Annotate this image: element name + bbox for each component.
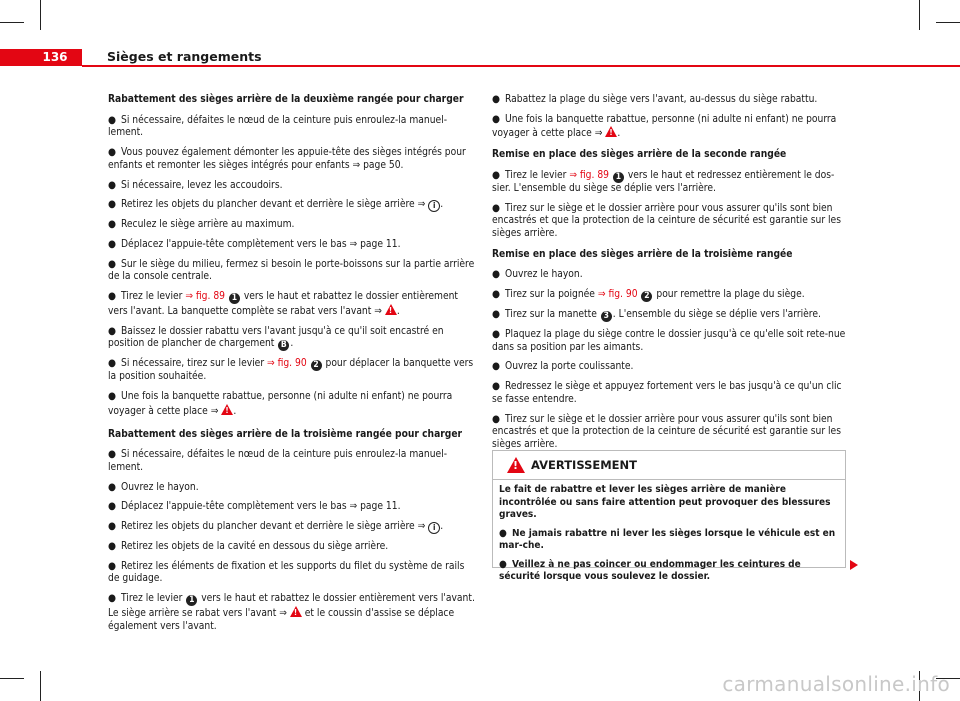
list-item: ● Si nécessaire, défaites le nœud de la ceinture puis enroulez-la manuel-lement.	[108, 449, 447, 473]
fig-link[interactable]: ⇒ fig. 90	[267, 358, 307, 370]
list-item: ● Tirez sur la manette 3 . L'ensemble du siège se déplie vers l'arrière.	[492, 309, 821, 322]
list-item: ● Reculez le siège arrière au maximum.	[108, 219, 295, 231]
list-item: ● Tirez sur le siège et le dossier arrière pour vous assurer qu'ils sont bien encastrés et que la protection de la ceinture de sécurité est garantie sur les sièges arrière.	[492, 202, 841, 239]
list-item: ● Retirez les éléments de fixation et les supports du filet du système de rails de guidage.	[108, 560, 465, 585]
list-item: ● Plaquez la plage du siège contre le dossier jusqu'à ce qu'elle soit rete-nue dans sa position par les aimants.	[492, 329, 846, 353]
left-column	[108, 94, 478, 641]
crop-mark	[0, 22, 24, 23]
continue-arrow-icon	[850, 560, 858, 570]
list-item: ● Ouvrez la porte coulissante.	[492, 361, 634, 373]
list-item: ● Ouvrez le hayon.	[108, 481, 199, 493]
right-column	[492, 94, 850, 459]
list-item: ● Une fois la banquette rabattue, personne (ni adulte ni enfant) ne pourra voyager à cette place ⇒ ! .	[108, 391, 478, 418]
page-title: Sièges et rangements	[107, 49, 262, 64]
watermark: carmanualsonline.info	[722, 672, 950, 696]
crop-mark	[40, 671, 41, 701]
list-item: ● Si nécessaire, défaites le nœud de la ceinture puis enroulez-la manuel-lement.	[108, 114, 447, 139]
warning-body	[493, 480, 845, 584]
callout-letter: B	[278, 340, 289, 351]
callout-number: 2	[311, 360, 322, 371]
list-item: ● Retirez les objets du plancher devant et derrière le siège arrière ⇒ i .	[108, 199, 444, 211]
page-number: 136	[0, 49, 82, 66]
list-item: ● Tirez le levier 1 vers le haut et rabattez le dossier entièrement vers l'avant. Le siège arrière se rabat vers l'avant ⇒ ! et le coussin d'assise se déplace également vers l'avant.	[108, 593, 478, 633]
warning-box	[492, 450, 846, 582]
list-item: ● Redressez le siège et appuyez fortement vers le bas jusqu'à ce qu'un clic se fasse entendre.	[492, 381, 842, 405]
list-item: ● Tirez sur la poignée ⇒ fig. 90 2 pour remettre la plage du siège.	[492, 289, 805, 302]
callout-number: 1	[229, 293, 240, 304]
fig-link[interactable]: ⇒ fig. 90	[597, 289, 638, 301]
list-item: ● Tirez le levier ⇒ fig. 89 1 vers le haut et redressez entièrement le dos-sier. L'ensemble du siège se déplie vers l'arrière.	[492, 169, 835, 194]
list-item: ● Retirez les objets du plancher devant et derrière le siège arrière ⇒ i .	[108, 521, 444, 533]
warning-icon	[290, 606, 302, 617]
list-item: ● Rabattez la plage du siège vers l'avant, au-dessus du siège rabattu.	[492, 94, 818, 105]
callout-number: 1	[613, 172, 624, 183]
callout-number: 1	[186, 595, 197, 606]
section-heading: Rabattement des sièges arrière de la troisième rangée pour charger	[108, 428, 463, 440]
crop-mark	[919, 0, 920, 30]
list-item: ● Ouvrez le hayon.	[492, 269, 583, 281]
list-item: ● Tirez le levier ⇒ fig. 89 1 vers le haut et rabattez le dossier entièrement vers l'avant. La banquette complète se rabat vers l'avant ⇒ ! .	[108, 291, 478, 319]
list-item: ● Déplacez l'appuie-tête complètement vers le bas ⇒ page 11.	[108, 238, 401, 250]
info-icon: i	[428, 522, 440, 534]
warning-title: AVERTISSEMENT	[531, 458, 638, 472]
header-rule	[82, 65, 960, 67]
warning-icon	[221, 404, 233, 415]
crop-mark	[0, 678, 24, 679]
warning-item: ● Veillez à ne pas coincer ou endommager les ceintures de sécurité lorsque vous soulevez le dossier.	[499, 558, 801, 582]
section-heading: Remise en place des sièges arrière de la troisième rangée	[492, 248, 793, 260]
warning-triangle-icon	[507, 457, 525, 473]
list-item: ● Sur le siège du milieu, fermez si besoin le porte-boissons sur la partie arrière de la console centrale.	[108, 258, 475, 283]
warning-icon	[605, 126, 617, 137]
list-item: ● Baissez le dossier rabattu vers l'avant jusqu'à ce qu'il soit encastré en position de plancher de chargement B .	[108, 325, 444, 351]
list-item: ● Une fois la banquette rabattue, personne (ni adulte ni enfant) ne pourra voyager à cette place ⇒ ! .	[492, 114, 850, 141]
callout-number: 3	[601, 311, 612, 322]
warning-item: ● Ne jamais rabattre ni lever les sièges lorsque le véhicule est en mar-che.	[499, 527, 836, 551]
info-icon: i	[428, 200, 440, 212]
warning-intro: Le fait de rabattre et lever les sièges arrière de manière incontrôlée ou sans faire attention peut provoquer des blessures graves.	[499, 484, 831, 520]
list-item: ● Déplacez l'appuie-tête complètement vers le bas ⇒ page 11.	[108, 501, 401, 513]
warning-icon	[385, 304, 397, 315]
crop-mark	[40, 0, 41, 30]
list-item: ● Retirez les objets de la cavité en dessous du siège arrière.	[108, 541, 389, 553]
list-item: ● Si nécessaire, tirez sur le levier ⇒ fig. 90 2 pour déplacer la banquette vers la position souhaitée.	[108, 358, 474, 383]
section-heading: Rabattement des sièges arrière de la deuxième rangée pour charger	[108, 94, 464, 105]
list-item: ● Si nécessaire, levez les accoudoirs.	[108, 179, 283, 191]
list-item: ● Tirez sur le siège et le dossier arrière pour vous assurer qu'ils sont bien encastrés et que la protection de la ceinture de sécurité est garantie sur les sièges arrière.	[492, 413, 841, 450]
fig-link[interactable]: ⇒ fig. 89	[569, 169, 609, 181]
crop-mark	[936, 22, 960, 23]
warning-header	[493, 451, 845, 480]
list-item: ● Vous pouvez également démonter les appuie-tête des sièges intégrés pour enfants et remonter les sièges intégrés pour enfants ⇒ page 50.	[108, 147, 466, 171]
section-heading: Remise en place des sièges arrière de la seconde rangée	[492, 149, 787, 161]
callout-number: 2	[641, 291, 652, 302]
fig-link[interactable]: ⇒ fig. 89	[185, 291, 225, 303]
